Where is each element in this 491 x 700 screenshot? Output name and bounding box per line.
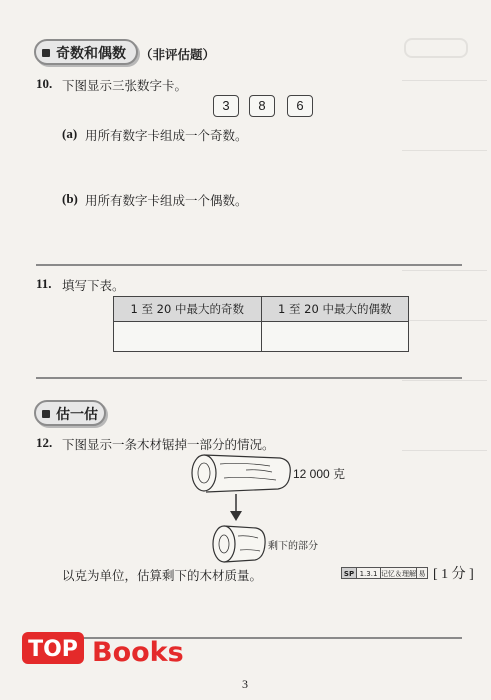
number-card-1: 3 bbox=[213, 95, 239, 117]
svg-text:Books: Books bbox=[92, 637, 184, 668]
svg-text:TOP: TOP bbox=[28, 637, 78, 662]
number-card-3: 6 bbox=[287, 95, 313, 117]
down-arrow-icon bbox=[229, 494, 243, 522]
section-divider bbox=[36, 264, 462, 266]
badge-ref: 1.3.1 bbox=[357, 567, 381, 579]
section-header-estimate bbox=[34, 400, 106, 426]
question-12-text: 下图显示一条木材锯掉一部分的情况。 bbox=[62, 437, 275, 452]
part-a-label: (a) bbox=[62, 126, 78, 141]
part-b-label: (b) bbox=[62, 191, 78, 206]
remaining-part-label: 剩下的部分 bbox=[268, 541, 318, 552]
section-title: 奇数和偶数 bbox=[56, 46, 126, 62]
table-header-odd: 1 至 20 中最大的奇数 bbox=[114, 297, 262, 322]
badge-code: SP bbox=[341, 567, 357, 579]
part-a-text: 用所有数字卡组成一个奇数。 bbox=[85, 128, 248, 143]
full-log-illustration bbox=[186, 450, 296, 496]
question-number-10: 10. bbox=[36, 76, 53, 91]
show-through-shadow bbox=[396, 20, 491, 520]
badge-level: 易 bbox=[417, 567, 428, 579]
section-header-odd-even bbox=[34, 39, 138, 65]
answer-table bbox=[113, 296, 409, 352]
section-subtitle: （非评估题） bbox=[140, 47, 216, 62]
answer-area-a[interactable] bbox=[85, 145, 445, 185]
table-cell-odd-answer[interactable] bbox=[114, 322, 262, 352]
number-card-2: 8 bbox=[249, 95, 275, 117]
question-number-12: 12. bbox=[36, 435, 53, 450]
question-11-text: 填写下表。 bbox=[62, 278, 125, 293]
question-number-11: 11. bbox=[36, 276, 52, 291]
badge-skill: 记忆＆理解 bbox=[381, 567, 417, 579]
section-title: 估一估 bbox=[56, 407, 98, 423]
weight-label: 12 000 克 bbox=[293, 467, 346, 481]
section-divider bbox=[36, 377, 462, 379]
table-cell-even-answer[interactable] bbox=[261, 322, 409, 352]
remaining-log-illustration bbox=[208, 522, 268, 566]
answer-area-b[interactable] bbox=[85, 210, 445, 250]
question-12-instruction: 以克为单位，估算剩下的木材质量。 bbox=[62, 568, 263, 583]
bullet-icon bbox=[42, 410, 50, 418]
page-number: 3 bbox=[242, 677, 248, 691]
bullet-icon bbox=[42, 49, 50, 57]
question-10-text: 下图显示三张数字卡。 bbox=[62, 78, 188, 93]
topbooks-logo bbox=[22, 624, 194, 670]
table-header-even: 1 至 20 中最大的偶数 bbox=[261, 297, 409, 322]
question-marks: [ 1 分 ] bbox=[433, 567, 474, 582]
part-b-text: 用所有数字卡组成一个偶数。 bbox=[85, 193, 248, 208]
topbooks-logo-graphic bbox=[22, 624, 194, 670]
